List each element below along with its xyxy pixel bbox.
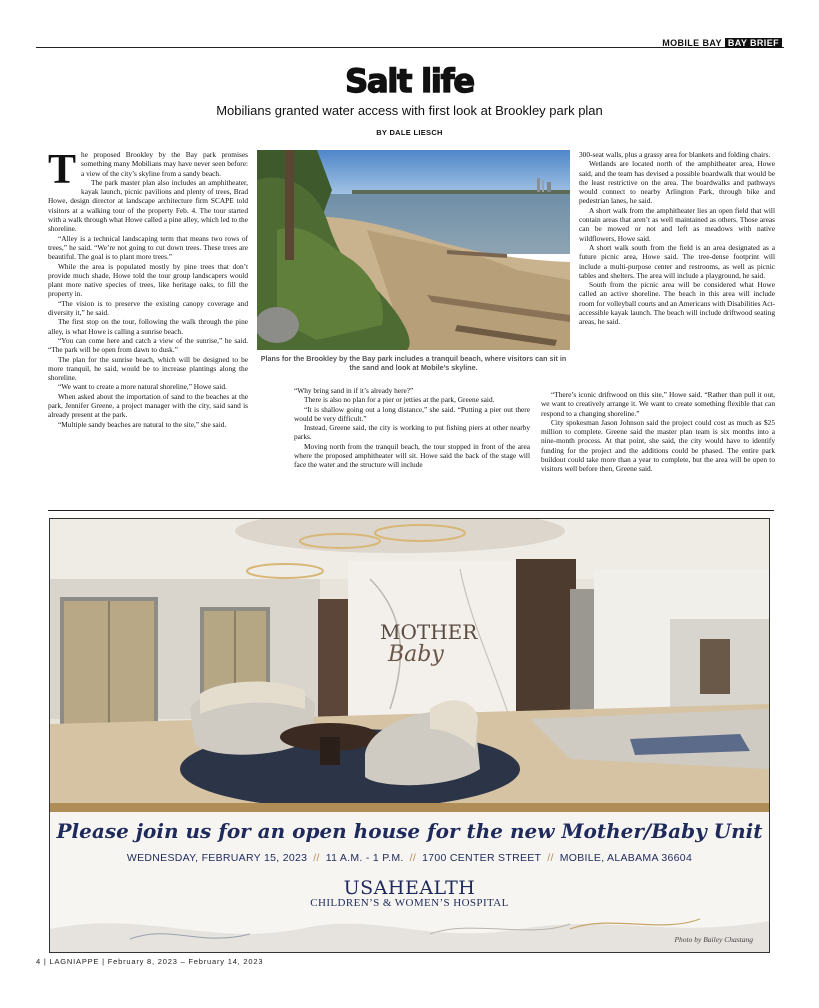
separator: // bbox=[409, 852, 417, 864]
event-details bbox=[50, 852, 769, 864]
event-city: MOBILE, ALABAMA 36604 bbox=[559, 852, 693, 864]
publication-name: LAGNIAPPE bbox=[49, 957, 100, 966]
logo-name: USAHEALTH bbox=[343, 877, 476, 899]
issue-dates: February 8, 2023 – February 14, 2023 bbox=[107, 957, 264, 966]
beach-photo bbox=[257, 150, 570, 350]
article-column-2 bbox=[294, 386, 530, 470]
advertisement bbox=[49, 518, 770, 953]
event-time: 11 A.M. - 1 P.M. bbox=[325, 852, 404, 864]
paragraph: “Why bring sand in if it’s already here?” bbox=[294, 386, 414, 395]
paragraph: Wetlands are located north of the amphitheater area, Howe said, and the team has devised a possible boardwalk that would be the least restrictive on the area. The boardwalks and pathways would connect to nearby Arlington Park, through bike and pedestrian lanes, he said. bbox=[579, 159, 775, 206]
paragraph: “You can come here and catch a view of the sunrise,” he said. “The park will be open from dawn to dusk.” bbox=[48, 335, 248, 355]
photo-credit: Photo by Bailey Chastang bbox=[674, 935, 753, 944]
headline: Salt life bbox=[345, 62, 474, 100]
subheadline: Mobilians granted water access with first look at Brookley park plan bbox=[216, 103, 603, 118]
paragraph: 300-seat walls, plus a grassy area for blankets and folding chairs. bbox=[579, 150, 771, 159]
paragraph: “Multiple sandy beaches are natural to the site,” she said. bbox=[58, 419, 227, 429]
byline: BY DALE LIESCH bbox=[376, 128, 443, 137]
logo-subtitle: CHILDREN’S & WOMEN’S HOSPITAL bbox=[310, 897, 509, 909]
paragraph: While the area is populated mostly by pine trees that don’t provide much shade, Howe told the tour group landscapers would plant more native species of trees, like heritage oaks, to fill the property in. bbox=[48, 261, 248, 299]
section-name: MOBILE BAY bbox=[662, 38, 722, 48]
paragraph: City spokesman Jason Johnson said the project could cost as much as $25 million to complete. Greene said the master plan team is six months into a nine-month process. At that point, she said, the city would have to identify funding for the project and the additions could be phased. The entire park buildout could take more than a year to complete, but the area will be open to visitors well before then, Greene said. bbox=[541, 417, 775, 474]
separator: // bbox=[313, 852, 320, 864]
article-column-3-continued bbox=[541, 390, 775, 474]
usa-health-logo bbox=[50, 877, 769, 909]
paragraph: The plan for the sunrise beach, which will be designed to be more tranquil, he said, would be to increase plantings along the shoreline. bbox=[48, 354, 248, 383]
article-column-3 bbox=[579, 150, 775, 327]
section-label bbox=[662, 38, 782, 48]
paragraph: There is also no plan for a pier or jetties at the park, Greene said. bbox=[304, 395, 495, 405]
event-address: 1700 CENTER STREET bbox=[422, 852, 542, 864]
paragraph: Instead, Greene said, the city is working to put fishing piers at other nearby parks. bbox=[294, 423, 530, 442]
paragraph: The first stop on the tour, following the walk through the pine alley, is what Howe is calling a sunrise beach. bbox=[48, 317, 248, 336]
paragraph: “It is shallow going out a long distance,” she said. “Putting a pier out there would be very difficult.” bbox=[294, 404, 530, 423]
paragraph: “We want to create a more natural shoreline,” Howe said. bbox=[58, 382, 227, 392]
paragraph: A short walk south from the field is an area designated as a future picnic area, Howe said. The tree-dense footprint will include a multi-purpose center and restrooms, as well as picnic tables and shelters. The area will include a playground, he said. bbox=[579, 242, 775, 280]
page-footer: 4 | LAGNIAPPE | February 8, 2023 – February 14, 2023 bbox=[36, 957, 264, 966]
divider bbox=[48, 510, 774, 511]
wall-sign-baby: Baby bbox=[388, 642, 444, 667]
section-badge: BAY BRIEF bbox=[725, 38, 782, 48]
event-date: WEDNESDAY, FEBRUARY 15, 2023 bbox=[126, 852, 308, 864]
drop-cap: T bbox=[48, 147, 77, 193]
paragraph: “Alley is a technical landscaping term that means two rows of trees,” he said. “We’re not going to cut down trees. These trees are beautiful. The goal is to plant more trees.” bbox=[48, 233, 248, 262]
article-column-1 bbox=[48, 147, 248, 429]
paragraph: The park master plan also includes an amphitheater, kayak launch, picnic pavilions and plenty of trees, Brad Howe, design director at landscape architecture firm SCAPE told visitors at a walking tour of the property Feb. 4. The tour started with a walk through what Howe called a pine alley, which led to the shoreline. bbox=[48, 177, 248, 234]
paragraph: “There’s iconic driftwood on this site,” Howe said. “Rather than pull it out, we want to creatively arrange it. We want to create something flexible that can respond to a changing shoreline.” bbox=[541, 390, 775, 418]
page-number: 4 bbox=[36, 957, 41, 966]
photo-caption: Plans for the Brookley by the Bay park includes a tranquil beach, where visitors can sit in the sand and look at Mobile’s skyline. bbox=[260, 354, 567, 373]
paragraph: “The vision is to preserve the existing canopy coverage and diversity it,” he said. bbox=[48, 298, 248, 318]
separator: // bbox=[547, 852, 554, 864]
paragraph: When asked about the importation of sand to the beaches at the park, Jennifer Greene, a project manager with the city, said sand is already present at the park. bbox=[48, 391, 248, 420]
ad-headline: Please join us for an open house for the new Mother/Baby Unit bbox=[56, 819, 763, 843]
wall-sign-mother: MOTHER bbox=[380, 620, 478, 644]
paragraph: A short walk from the amphitheater lies an open field that will contain areas that aren’t as well maintained as others. Those areas can be mowed or not and left as meadows with native wildflowers, Howe said. bbox=[579, 205, 775, 243]
paragraph: Moving north from the tranquil beach, the tour stopped in front of the area where the proposed amphitheater will sit. Howe said the back of the stage will face the water and the structure will include bbox=[294, 441, 530, 470]
paragraph: he proposed Brookley by the Bay park promises something many Mobilians may have never seen before: a view of the city’s skyline from a sandy beach. bbox=[81, 150, 248, 178]
lobby-photo bbox=[50, 519, 769, 809]
paragraph: South from the picnic area will be considered what Howe called an active shoreline. The beach in this area will include room for volleyball courts and an Americans with Disabilities Act-accessible kayak launch. The beach will include driftwood seating areas, he said. bbox=[579, 280, 775, 327]
